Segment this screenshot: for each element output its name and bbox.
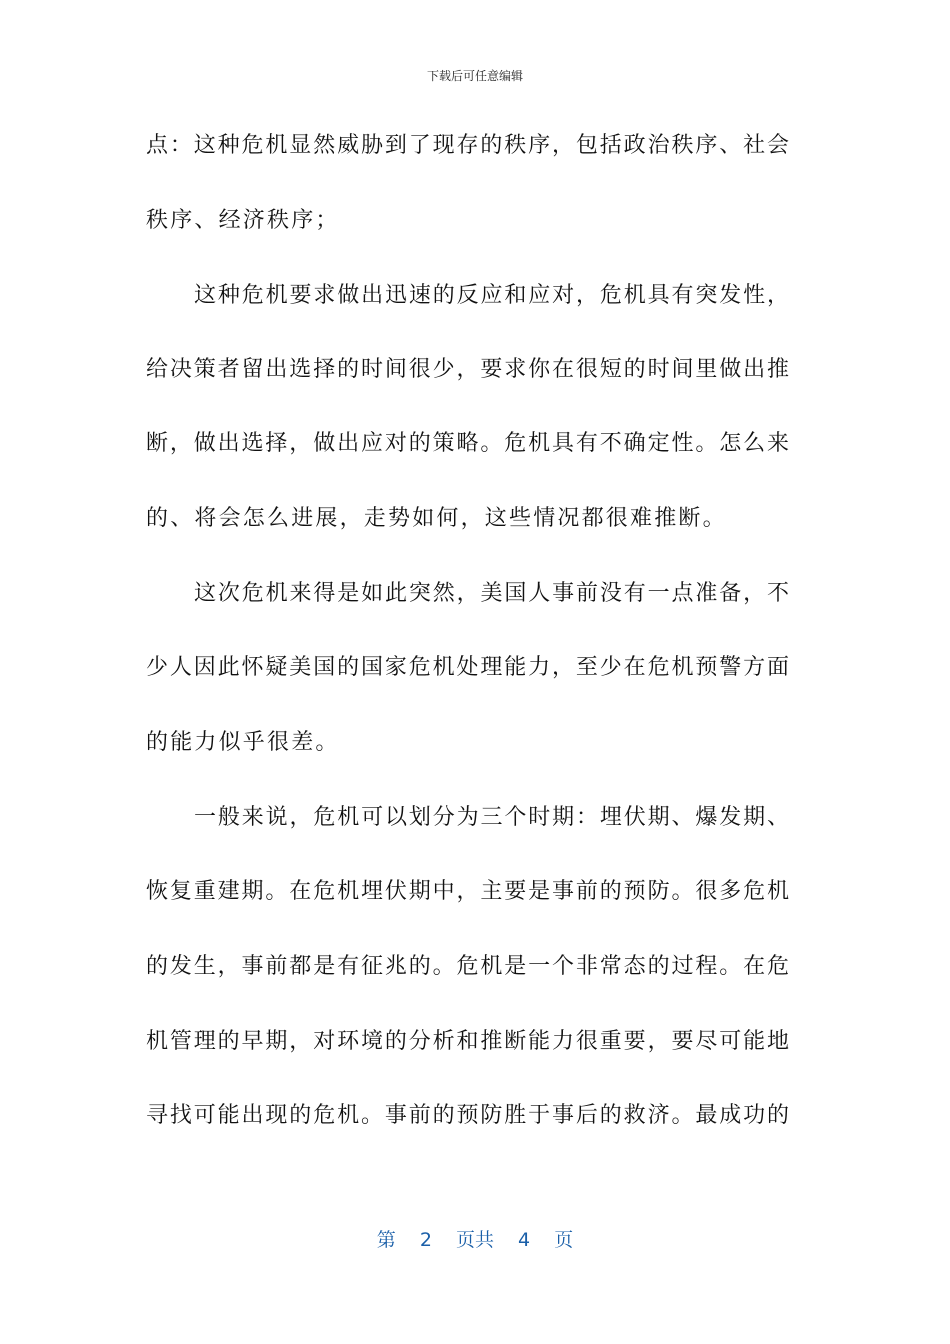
text-line: 这种危机要求做出迅速的反应和应对，危机具有突发性，: [194, 283, 789, 308]
text-line: 给决策者留出选择的时间很少，要求你在很短的时间里做出推: [146, 357, 789, 382]
text-line: 机管理的早期，对环境的分析和推断能力很重要，要尽可能地: [146, 1029, 789, 1054]
footer-current-page: 2: [419, 1229, 432, 1251]
text-line: 秩序、经济秩序；: [146, 208, 340, 233]
text-line: 这次危机来得是如此突然，美国人事前没有一点准备，不: [194, 581, 789, 606]
header-note: 下载后可任意编辑: [426, 69, 523, 83]
footer-middle: 页共: [455, 1229, 494, 1251]
footer-total-pages: 4: [518, 1229, 531, 1251]
footer-prefix: 第: [376, 1229, 396, 1251]
text-line: 的发生，事前都是有征兆的。危机是一个非常态的过程。在危: [146, 954, 789, 979]
text-line: 寻找可能出现的危机。事前的预防胜于事后的救济。最成功的: [146, 1103, 789, 1128]
footer-suffix: 页: [554, 1229, 574, 1251]
text-line: 一般来说，危机可以划分为三个时期：埋伏期、爆发期、: [194, 805, 789, 830]
text-line: 点：这种危机显然威胁到了现存的秩序，包括政治秩序、社会: [146, 133, 789, 158]
text-line: 的能力似乎很差。: [146, 730, 340, 755]
text-line: 少人因此怀疑美国的国家危机处理能力，至少在危机预警方面: [146, 655, 789, 680]
text-line: 断，做出选择，做出应对的策略。危机具有不确定性。怎么来: [146, 431, 789, 456]
text-line: 恢复重建期。在危机埋伏期中，主要是事前的预防。很多危机: [146, 879, 789, 904]
page-footer: [0, 1225, 950, 1252]
text-line: 的、将会怎么进展，走势如何，这些情况都很难推断。: [146, 506, 727, 531]
